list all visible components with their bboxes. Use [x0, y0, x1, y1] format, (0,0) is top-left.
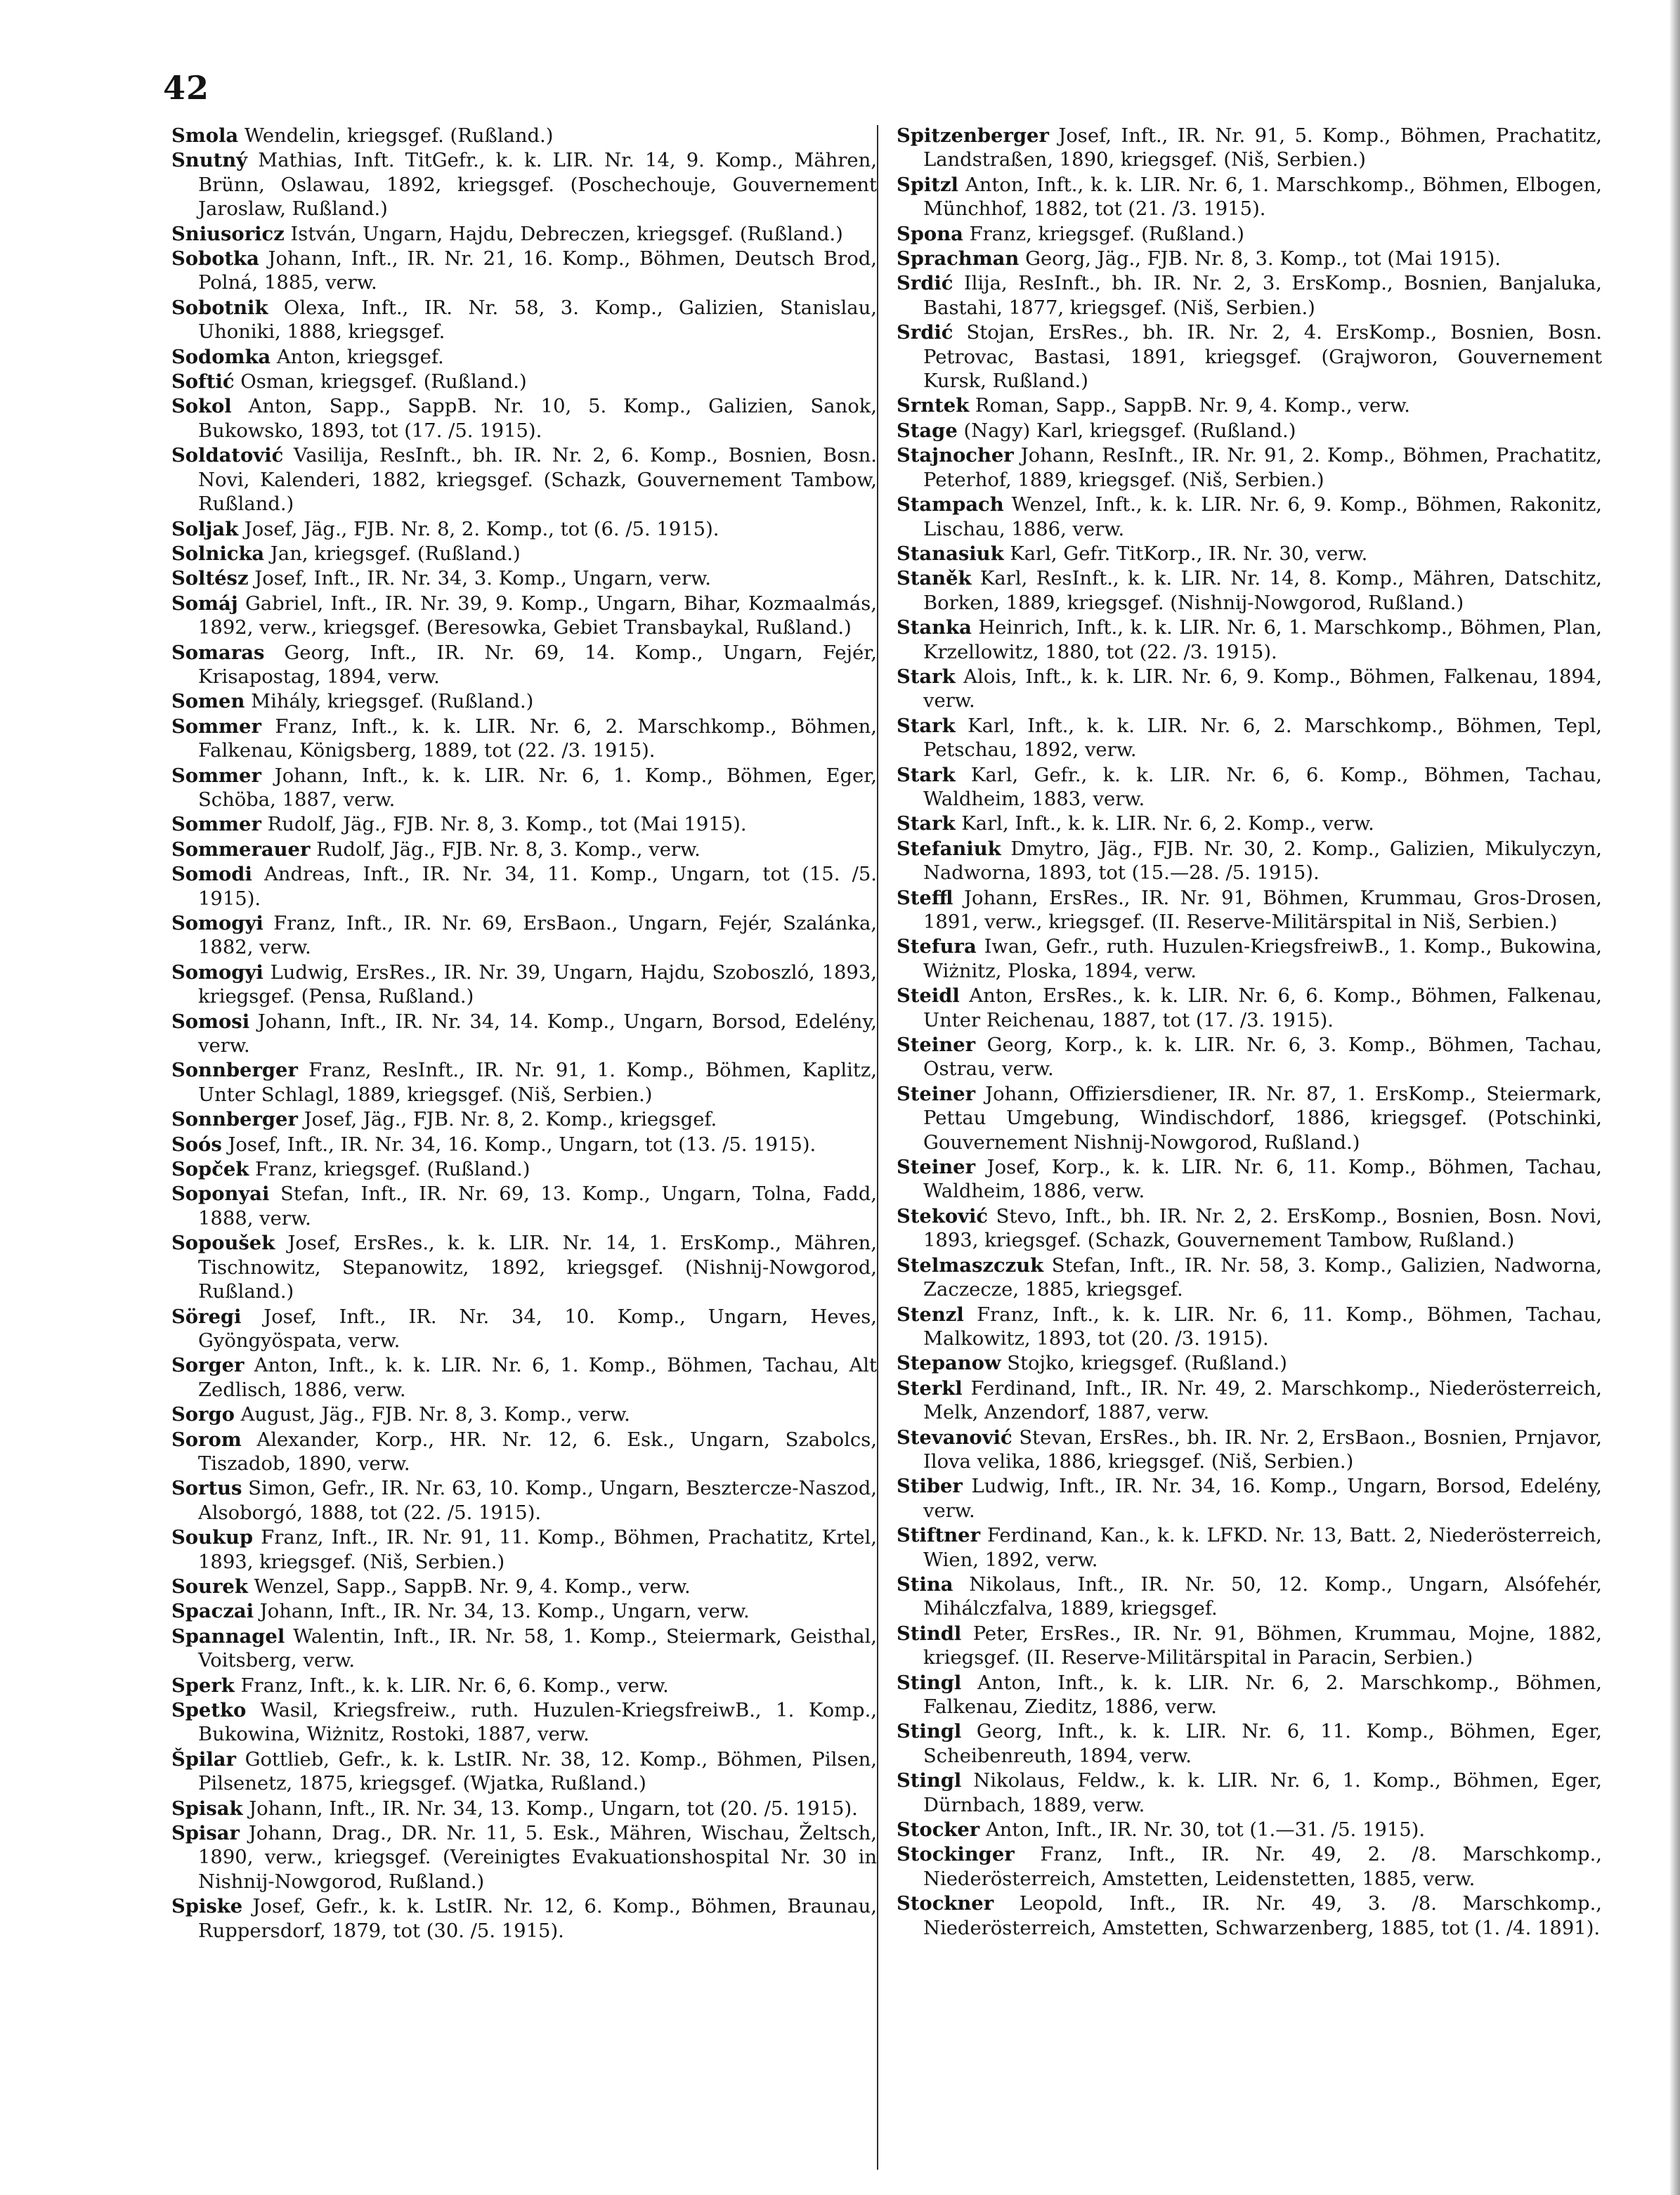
entry-details: Osman, kriegsgef. (Rußland.) — [234, 371, 527, 393]
entry-surname: Sonnberger — [171, 1059, 298, 1082]
entry-surname: Stingl — [897, 1720, 962, 1743]
entry-details: Nikolaus, Feldw., k. k. LIR. Nr. 6, 1. Komp., Böhmen, Eger, Dürnbach, 1889, verw. — [923, 1770, 1602, 1816]
entry-details: Anton, ErsRes., k. k. LIR. Nr. 6, 6. Komp., Böhmen, Falkenau, Unter Reichenau, 1887, tot (17. /3. 1915). — [923, 985, 1602, 1031]
entry-surname: Sourek — [171, 1575, 248, 1598]
register-entry — [897, 124, 1602, 173]
register-entry — [897, 1155, 1602, 1204]
entry-details: Vasilija, ResInft., bh. IR. Nr. 2, 6. Komp., Bosnien, Bosn. Novi, Kalenderi, 1882, kriegsgef. (Schazk, Gouvernement Tambow, Rußland.) — [198, 445, 877, 516]
register-entry — [897, 1842, 1602, 1891]
register-entry — [171, 1797, 877, 1821]
register-entry — [897, 615, 1602, 665]
register-entry — [897, 1671, 1602, 1720]
register-entry — [171, 641, 877, 690]
entry-surname: Spitzenberger — [897, 124, 1049, 147]
entry-surname: Sortus — [171, 1477, 242, 1500]
entry-details: Josef, Inft., IR. Nr. 34, 16. Komp., Ungarn, tot (13. /5. 1915). — [221, 1133, 816, 1156]
register-entry — [171, 1010, 877, 1059]
register-entry — [171, 1476, 877, 1525]
entry-details: Walentin, Inft., IR. Nr. 58, 1. Komp., Steiermark, Geisthal, Voitsberg, verw. — [198, 1625, 877, 1672]
entry-details: Alexander, Korp., HR. Nr. 12, 6. Esk., Ungarn, Szabolcs, Tiszadob, 1890, verw. — [198, 1428, 877, 1475]
entry-surname: Stajnocher — [897, 444, 1014, 467]
entry-details: Franz, kriegsgef. (Rußland.) — [963, 223, 1244, 245]
entry-details: Ludwig, Inft., IR. Nr. 34, 16. Komp., Ungarn, Borsod, Edelény, verw. — [923, 1476, 1602, 1522]
register-entry — [897, 665, 1602, 714]
register-entry — [897, 393, 1602, 418]
entry-surname: Steković — [897, 1204, 989, 1227]
entry-details: Rudolf, Jäg., FJB. Nr. 8, 3. Komp., tot (Mai 1915). — [261, 814, 747, 836]
entry-details: Anton, Sapp., SappB. Nr. 10, 5. Komp., Galizien, Sanok, Bukowsko, 1893, tot (17. /5. 1915). — [198, 396, 877, 442]
entry-details: Olexa, Inft., IR. Nr. 58, 3. Komp., Galizien, Stanislau, Uhoniki, 1888, kriegsgef. — [198, 297, 877, 344]
register-entry — [897, 173, 1602, 222]
register-entry — [171, 1402, 877, 1427]
register-entry — [171, 1182, 877, 1231]
entry-details: Franz, Inft., IR. Nr. 91, 11. Komp., Böhmen, Prachatitz, Krtel, 1893, kriegsgef. (Niš, Serbien.) — [198, 1527, 877, 1573]
entry-details: Anton, Inft., k. k. LIR. Nr. 6, 1. Marschkomp., Böhmen, Elbogen, Münchhof, 1882, tot (21. /3. 1915). — [923, 174, 1602, 221]
entry-details: Josef, Jäg., FJB. Nr. 8, 2. Komp., tot (6. /5. 1915). — [238, 518, 719, 540]
register-entry — [171, 812, 877, 837]
entry-surname: Stelmaszczuk — [897, 1253, 1044, 1277]
entry-surname: Steidl — [897, 984, 960, 1008]
entry-surname: Stocker — [897, 1818, 980, 1842]
register-entry — [897, 1523, 1602, 1572]
register-entry — [171, 443, 877, 516]
entry-details: Josef, ErsRes., k. k. LIR. Nr. 14, 1. ErsKomp., Mähren, Tischnowitz, Stepanowitz, 1892, kriegsgef. (Nishnij-Nowgorod, Rußland.) — [198, 1232, 877, 1303]
register-entry — [897, 1033, 1602, 1082]
entry-details: Franz, Inft., IR. Nr. 69, ErsBaon., Ungarn, Fejér, Szalánka, 1882, verw. — [198, 913, 877, 959]
entry-surname: Spiske — [171, 1895, 243, 1918]
entry-details: Franz, kriegsgef. (Rußland.) — [249, 1159, 530, 1181]
register-entry — [897, 714, 1602, 763]
register-entry — [897, 222, 1602, 247]
entry-surname: Stockinger — [897, 1843, 1015, 1866]
entry-details: Ilija, ResInft., bh. IR. Nr. 2, 3. ErsKomp., Bosnien, Banjaluka, Bastahi, 1877, kriegsgef. (Niš, Serbien.) — [923, 273, 1602, 319]
entry-details: Anton, kriegsgef. — [271, 346, 444, 368]
entry-surname: Sprachman — [897, 247, 1020, 271]
entry-surname: Sonnberger — [171, 1108, 298, 1131]
entry-surname: Snutný — [171, 149, 248, 172]
entry-surname: Soltész — [171, 567, 249, 590]
entry-details: Franz, Inft., k. k. LIR. Nr. 6, 6. Komp., verw. — [234, 1674, 669, 1697]
register-entry — [897, 1204, 1602, 1253]
register-entry — [897, 1303, 1602, 1352]
entry-surname: Srdić — [897, 272, 953, 295]
entry-details: Johann, Drag., DR. Nr. 11, 5. Esk., Mähren, Wischau, Želtsch, 1890, verw., kriegsgef. (Vereinigtes Evakuationshospital Nr. 30 in Nishnij-Nowgorod, Rußland.) — [198, 1823, 877, 1893]
entry-surname: Stindl — [897, 1622, 962, 1645]
entry-details: Johann, Inft., IR. Nr. 34, 14. Komp., Ungarn, Borsod, Edelény, verw. — [198, 1010, 877, 1057]
entry-surname: Sorger — [171, 1354, 245, 1377]
entry-details: Josef, Korp., k. k. LIR. Nr. 6, 11. Komp., Böhmen, Tachau, Waldheim, 1886, verw. — [923, 1157, 1602, 1203]
entry-surname: Stanasiuk — [897, 542, 1004, 565]
register-entry — [897, 493, 1602, 542]
register-entry — [897, 419, 1602, 443]
entry-surname: Somogyi — [171, 912, 263, 934]
register-entry — [171, 1353, 877, 1402]
register-entry — [171, 124, 877, 148]
entry-details: Ferdinand, Kan., k. k. LFKD. Nr. 13, Batt. 2, Niederösterreich, Wien, 1892, verw. — [923, 1525, 1602, 1571]
entry-details: Wenzel, Inft., k. k. LIR. Nr. 6, 9. Komp., Böhmen, Rakonitz, Lischau, 1886, verw. — [923, 494, 1602, 540]
entry-details: Leopold, Inft., IR. Nr. 49, 3. /8. Marschkomp., Niederösterreich, Amstetten, Schwarzenberg, 1885, tot (1. /4. 1891). — [923, 1893, 1602, 1939]
register-entry — [897, 1474, 1602, 1523]
entry-surname: Stampach — [897, 493, 1004, 516]
register-entry — [897, 1253, 1602, 1303]
register-entry — [171, 1575, 877, 1599]
entry-details: Karl, Inft., k. k. LIR. Nr. 6, 2. Marschkomp., Böhmen, Tepl, Petschau, 1892, verw. — [923, 715, 1602, 762]
register-entry — [171, 1894, 877, 1943]
register-entry — [171, 1599, 877, 1624]
entry-surname: Sommer — [171, 813, 261, 836]
entry-surname: Stark — [897, 812, 956, 835]
entry-details: Gabriel, Inft., IR. Nr. 39, 9. Komp., Ungarn, Bihar, Kozmaalmás, 1892, verw., kriegsgef. (Beresowka, Gebiet Transbaykal, Rußland.) — [198, 592, 877, 639]
entry-surname: Söregi — [171, 1305, 242, 1328]
register-entry — [897, 566, 1602, 615]
register-entry — [897, 837, 1602, 886]
entry-surname: Stage — [897, 419, 958, 442]
entry-details: Georg, Korp., k. k. LIR. Nr. 6, 3. Komp., Böhmen, Tachau, Ostrau, verw. — [923, 1034, 1602, 1081]
entry-details: Franz, ResInft., IR. Nr. 91, 1. Komp., Böhmen, Kaplitz, Unter Schlagl, 1889, kriegsgef. (Niš, Serbien.) — [198, 1060, 877, 1106]
entry-details: Wenzel, Sapp., SappB. Nr. 9, 4. Komp., verw. — [247, 1575, 691, 1598]
entry-surname: Srdić — [897, 321, 953, 344]
entry-details: Stefan, Inft., IR. Nr. 58, 3. Komp., Galizien, Nadworna, Zaczecze, 1885, kriegsgef. — [923, 1254, 1602, 1301]
page-edge-shadow — [1670, 0, 1680, 2195]
entry-surname: Sorom — [171, 1428, 242, 1451]
entry-surname: Spetko — [171, 1699, 247, 1721]
entry-details: Rudolf, Jäg., FJB. Nr. 8, 3. Komp., verw. — [310, 838, 701, 861]
entry-details: Nikolaus, Inft., IR. Nr. 50, 12. Komp., Ungarn, Alsófehér, Mihálczfalva, 1889, kriegsgef. — [923, 1573, 1602, 1620]
entry-surname: Spisak — [171, 1797, 243, 1820]
register-entry — [171, 1674, 877, 1698]
register-entry — [897, 934, 1602, 984]
register-entry — [171, 566, 877, 591]
register-entry — [897, 1082, 1602, 1155]
entry-surname: Sterkl — [897, 1376, 963, 1400]
entry-surname: Soukup — [171, 1526, 254, 1549]
entry-details: Peter, ErsRes., IR. Nr. 91, Böhmen, Krummau, Mojne, 1882, kriegsgef. (II. Reserve-Militärspital in Paracin, Serbien.) — [923, 1622, 1602, 1669]
entry-surname: Steffl — [897, 886, 953, 909]
entry-surname: Solnicka — [171, 542, 265, 565]
entry-details: Ludwig, ErsRes., IR. Nr. 39, Ungarn, Hajdu, Szoboszló, 1893, kriegsgef. (Pensa, Rußland.) — [198, 961, 877, 1008]
register-entry — [171, 911, 877, 960]
entry-details: Josef, Jäg., FJB. Nr. 8, 2. Komp., kriegsgef. — [297, 1109, 717, 1131]
register-entry — [897, 886, 1602, 935]
entry-details: Anton, Inft., k. k. LIR. Nr. 6, 1. Komp., Böhmen, Tachau, Alt Zedlisch, 1886, verw. — [198, 1355, 877, 1401]
entry-surname: Soljak — [171, 517, 239, 540]
entry-surname: Soldatović — [171, 444, 284, 467]
entry-details: Alois, Inft., k. k. LIR. Nr. 6, 9. Komp., Böhmen, Falkenau, 1894, verw. — [923, 665, 1602, 712]
entry-details: Josef, Inft., IR. Nr. 91, 5. Komp., Böhmen, Prachatitz, Landstraßen, 1890, kriegsgef. (Niš, Serbien.) — [923, 125, 1602, 171]
entry-surname: Stevanović — [897, 1426, 1012, 1449]
register-entry — [171, 296, 877, 345]
entry-surname: Sniusoricz — [171, 222, 285, 245]
entry-surname: Steiner — [897, 1034, 976, 1057]
left-column — [171, 124, 877, 1943]
register-entry — [171, 517, 877, 542]
entry-surname: Sorgo — [171, 1403, 235, 1426]
register-entry — [171, 1305, 877, 1354]
register-entry — [897, 984, 1602, 1033]
entry-surname: Stark — [897, 665, 956, 688]
entry-surname: Spaczai — [171, 1600, 254, 1623]
entry-surname: Špilar — [171, 1747, 236, 1771]
entry-surname: Stingl — [897, 1671, 962, 1694]
entry-surname: Stanka — [897, 616, 972, 639]
entry-details: Georg, Jäg., FJB. Nr. 8, 3. Komp., tot (Mai 1915). — [1019, 248, 1502, 271]
column-divider — [877, 125, 878, 2170]
entry-surname: Sommerauer — [171, 838, 311, 861]
entry-surname: Stiftner — [897, 1524, 981, 1547]
register-entry — [171, 1133, 877, 1157]
register-entry — [171, 394, 877, 443]
entry-surname: Stina — [897, 1572, 953, 1596]
entry-details: Johann, Inft., IR. Nr. 34, 13. Komp., Ungarn, tot (20. /5. 1915). — [242, 1797, 858, 1820]
entry-surname: Stenzl — [897, 1303, 964, 1326]
entry-surname: Sommer — [171, 715, 261, 738]
entry-surname: Srntek — [897, 394, 970, 417]
entry-details: Johann, ErsRes., IR. Nr. 91, Böhmen, Krummau, Gros-Drosen, 1891, verw., kriegsgef. (II. Reserve-Militärspital in Niš, Serbien.) — [923, 887, 1602, 933]
register-entry — [171, 1525, 877, 1575]
entry-details: Georg, Inft., k. k. LIR. Nr. 6, 11. Komp., Böhmen, Eger, Scheibenreuth, 1894, verw. — [923, 1721, 1602, 1767]
entry-details: Stojko, kriegsgef. (Rußland.) — [1001, 1353, 1287, 1375]
register-entry — [171, 1231, 877, 1304]
entry-details: Karl, Inft., k. k. LIR. Nr. 6, 2. Komp., verw. — [955, 813, 1374, 835]
entry-surname: Somen — [171, 690, 245, 713]
entry-details: Karl, Gefr. TitKorp., IR. Nr. 30, verw. — [1003, 542, 1368, 565]
entry-surname: Steiner — [897, 1156, 976, 1179]
register-entry — [897, 443, 1602, 493]
entry-details: August, Jäg., FJB. Nr. 8, 3. Komp., verw. — [234, 1404, 630, 1426]
entry-surname: Sommer — [171, 764, 261, 787]
entry-details: Karl, Gefr., k. k. LIR. Nr. 6, 6. Komp., Böhmen, Tachau, Waldheim, 1883, verw. — [923, 764, 1602, 810]
entry-details: Johann, Inft., IR. Nr. 21, 16. Komp., Böhmen, Deutsch Brod, Polná, 1885, verw. — [198, 248, 877, 294]
entry-details: István, Ungarn, Hajdu, Debreczen, kriegsgef. (Rußland.) — [284, 223, 843, 245]
entry-details: Josef, Gefr., k. k. LstIR. Nr. 12, 6. Komp., Böhmen, Braunau, Ruppersdorf, 1879, tot (30. /5. 1915). — [198, 1896, 877, 1942]
entry-surname: Sobotnik — [171, 296, 268, 319]
entry-surname: Somosi — [171, 1010, 250, 1033]
entry-details: Stevan, ErsRes., bh. IR. Nr. 2, ErsBaon., Bosnien, Prnjavor, Ilova velika, 1886, kriegsgef. (Niš, Serbien.) — [923, 1426, 1602, 1473]
register-entry — [171, 345, 877, 370]
entry-surname: Sperk — [171, 1674, 235, 1697]
register-entry — [171, 689, 877, 714]
register-entry — [897, 271, 1602, 320]
register-entry — [171, 862, 877, 911]
register-entry — [171, 1698, 877, 1747]
entry-surname: Steiner — [897, 1082, 976, 1105]
entry-details: Heinrich, Inft., k. k. LIR. Nr. 6, 1. Marschkomp., Böhmen, Plan, Krzellowitz, 1880, tot (22. /3. 1915). — [923, 617, 1602, 663]
entry-surname: Spisar — [171, 1822, 240, 1845]
entry-details: Johann, Offiziersdiener, IR. Nr. 87, 1. ErsKomp., Steiermark, Pettau Umgebung, Windischdorf, 1886, kriegsgef. (Potschinki, Gouvernement Nishnij-Nowgorod, Rußland.) — [923, 1083, 1602, 1154]
register-entry — [171, 247, 877, 296]
entry-surname: Spannagel — [171, 1624, 285, 1648]
entry-surname: Sopček — [171, 1158, 249, 1181]
entry-surname: Spitzl — [897, 173, 958, 196]
entry-surname: Stockner — [897, 1892, 994, 1915]
entry-details: Andreas, Inft., IR. Nr. 34, 11. Komp., Ungarn, tot (15. /5. 1915). — [198, 864, 877, 910]
right-column — [897, 124, 1602, 1941]
register-entry — [897, 1719, 1602, 1769]
register-entry — [897, 542, 1602, 566]
entry-details: Stojan, ErsRes., bh. IR. Nr. 2, 4. ErsKomp., Bosnien, Bosn. Petrovac, Bastasi, 1891, kriegsgef. (Grajworon, Gouvernement Kursk, Rußland.) — [923, 322, 1602, 393]
register-entry — [171, 1058, 877, 1107]
entry-details: Johann, Inft., IR. Nr. 34, 13. Komp., Ungarn, verw. — [254, 1601, 750, 1623]
register-entry — [171, 1747, 877, 1797]
entry-details: Karl, ResInft., k. k. LIR. Nr. 14, 8. Komp., Mähren, Datschitz, Borken, 1889, kriegsgef. (Nishnij-Nowgorod, Rußland.) — [923, 568, 1602, 614]
entry-surname: Stepanow — [897, 1352, 1001, 1375]
entry-surname: Somáj — [171, 592, 238, 615]
entry-surname: Somogyi — [171, 960, 263, 984]
entry-surname: Soós — [171, 1133, 222, 1156]
entry-surname: Spona — [897, 222, 963, 245]
entry-details: Johann, ResInft., IR. Nr. 91, 2. Komp., Böhmen, Prachatitz, Peterhof, 1889, kriegsgef. (Niš, Serbien.) — [923, 445, 1602, 491]
register-entry — [171, 1428, 877, 1477]
entry-details: Franz, Inft., k. k. LIR. Nr. 6, 11. Komp., Böhmen, Tachau, Malkowitz, 1893, tot (20. /3. 1915). — [923, 1303, 1602, 1350]
entry-surname: Stark — [897, 714, 956, 737]
entry-details: Gottlieb, Gefr., k. k. LstIR. Nr. 38, 12. Komp., Böhmen, Pilsen, Pilsenetz, 1875, kriegsgef. (Wjatka, Rußland.) — [198, 1748, 877, 1795]
register-entry — [171, 1107, 877, 1132]
register-entry — [171, 1624, 877, 1674]
register-entry — [171, 592, 877, 641]
register-entry — [897, 1572, 1602, 1622]
register-entry — [897, 1622, 1602, 1671]
entry-details: Stevo, Inft., bh. IR. Nr. 2, 2. ErsKomp., Bosnien, Bosn. Novi, 1893, kriegsgef. (Schazk, Gouvernement Tambow, Rußland.) — [923, 1205, 1602, 1252]
register-entry — [897, 812, 1602, 836]
entry-details: (Nagy) Karl, kriegsgef. (Rußland.) — [957, 419, 1296, 442]
register-entry — [897, 1769, 1602, 1818]
register-entry — [171, 222, 877, 247]
entry-surname: Stingl — [897, 1769, 962, 1792]
entry-details: Georg, Inft., IR. Nr. 69, 14. Komp., Ungarn, Fejér, Krisapostag, 1894, verw. — [198, 641, 877, 688]
register-entry — [171, 960, 877, 1010]
entry-surname: Sobotka — [171, 247, 259, 271]
register-entry — [897, 1426, 1602, 1475]
entry-details: Mihály, kriegsgef. (Rußland.) — [245, 691, 534, 713]
entry-surname: Soponyai — [171, 1183, 270, 1206]
entry-surname: Softić — [171, 370, 235, 393]
register-entry — [171, 715, 877, 764]
entry-surname: Sokol — [171, 395, 232, 418]
register-entry — [171, 370, 877, 394]
entry-surname: Stark — [897, 763, 956, 786]
register-entry — [897, 247, 1602, 271]
entry-details: Jan, kriegsgef. (Rußland.) — [264, 542, 521, 565]
entry-details: Franz, Inft., k. k. LIR. Nr. 6, 2. Marschkomp., Böhmen, Falkenau, Königsberg, 1889, tot (22. /3. 1915). — [198, 715, 877, 762]
register-entry — [897, 1891, 1602, 1941]
entry-surname: Stefaniuk — [897, 837, 1001, 860]
entry-surname: Staněk — [897, 567, 972, 590]
entry-details: Anton, Inft., k. k. LIR. Nr. 6, 2. Marschkomp., Böhmen, Falkenau, Zieditz, 1886, verw. — [923, 1672, 1602, 1718]
entry-details: Franz, Inft., IR. Nr. 49, 2. /8. Marschkomp., Niederösterreich, Amstetten, Leidenstetten, 1885, verw. — [923, 1844, 1602, 1890]
entry-details: Mathias, Inft. TitGefr., k. k. LIR. Nr. 14, 9. Komp., Mähren, Brünn, Oslawau, 1892, kriegsgef. (Poschechouje, Gouvernement Jaroslaw, Rußland.) — [198, 150, 877, 221]
entry-details: Wendelin, kriegsgef. (Rußland.) — [238, 125, 554, 147]
entry-surname: Sodomka — [171, 345, 271, 368]
page-number: 42 — [163, 69, 210, 107]
entry-details: Johann, Inft., k. k. LIR. Nr. 6, 1. Komp., Böhmen, Eger, Schöba, 1887, verw. — [198, 764, 877, 811]
register-entry — [897, 1818, 1602, 1842]
entry-details: Josef, Inft., IR. Nr. 34, 3. Komp., Ungarn, verw. — [248, 568, 711, 590]
entry-surname: Somaras — [171, 641, 265, 664]
entry-details: Dmytro, Jäg., FJB. Nr. 30, 2. Komp., Galizien, Mikulyczyn, Nadworna, 1893, tot (15.—28. /5. 1915). — [923, 838, 1602, 885]
register-entry — [171, 1821, 877, 1894]
entry-surname: Stiber — [897, 1475, 963, 1498]
entry-surname: Stefura — [897, 935, 977, 958]
register-entry — [897, 1376, 1602, 1426]
entry-surname: Somodi — [171, 863, 252, 886]
entry-details: Josef, Inft., IR. Nr. 34, 10. Komp., Ungarn, Heves, Gyöngyöspata, verw. — [198, 1305, 877, 1352]
entry-details: Iwan, Gefr., ruth. Huzulen-KriegsfreiwB., 1. Komp., Bukowina, Wiżnitz, Ploska, 1894, verw. — [923, 936, 1602, 982]
register-entry — [171, 148, 877, 221]
register-entry — [171, 542, 877, 566]
entry-details: Roman, Sapp., SappB. Nr. 9, 4. Komp., verw. — [969, 395, 1411, 417]
entry-details: Ferdinand, Inft., IR. Nr. 49, 2. Marschkomp., Niederösterreich, Melk, Anzendorf, 1887, verw. — [923, 1377, 1602, 1424]
register-entry — [897, 763, 1602, 812]
register-entry — [897, 1351, 1602, 1376]
entry-surname: Smola — [171, 124, 239, 147]
register-entry — [171, 1157, 877, 1182]
register-entry — [897, 320, 1602, 393]
entry-details: Stefan, Inft., IR. Nr. 69, 13. Komp., Ungarn, Tolna, Fadd, 1888, verw. — [198, 1183, 877, 1230]
register-entry — [171, 838, 877, 862]
entry-details: Simon, Gefr., IR. Nr. 63, 10. Komp., Ungarn, Beszterczе-Naszod, Alsoborgó, 1888, tot (22. /5. 1915). — [198, 1478, 877, 1524]
entry-surname: Sopoušek — [171, 1232, 275, 1255]
entry-details: Wasil, Kriegsfreiw., ruth. Huzulen-KriegsfreiwB., 1. Komp., Bukowina, Wiżnitz, Rostoki, 1887, verw. — [198, 1700, 877, 1746]
register-entry — [171, 764, 877, 813]
entry-details: Anton, Inft., IR. Nr. 30, tot (1.—31. /5. 1915). — [979, 1819, 1426, 1842]
